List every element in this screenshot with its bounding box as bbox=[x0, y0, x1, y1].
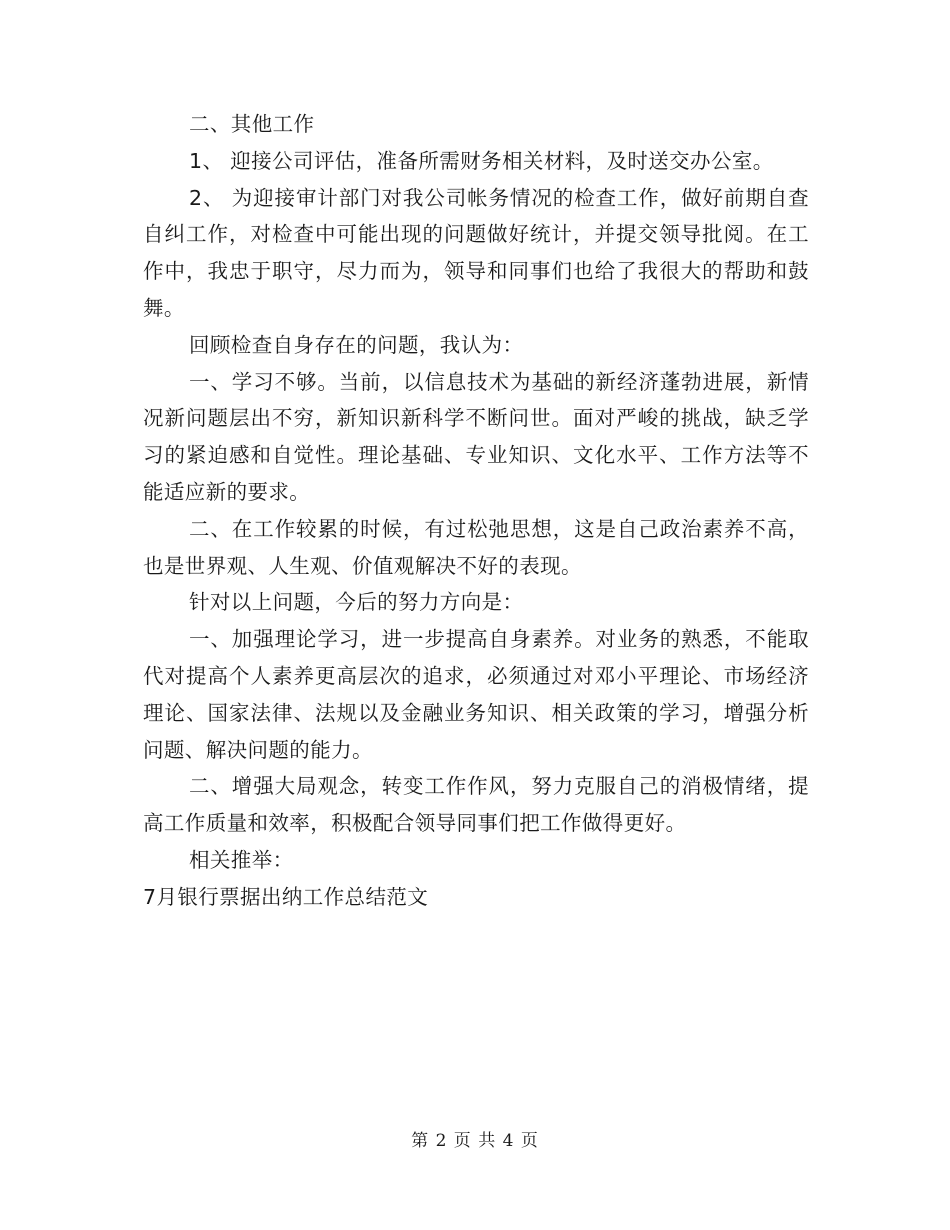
paragraph-item-1: 1、 迎接公司评估，准备所需财务相关材料，及时送交办公室。 bbox=[189, 148, 774, 173]
paragraph-item-2: 2、 为迎接审计部门对我公司帐务情况的检查工作，做好前期自查自纠工作，对检查中可能出现的问题做好统计，并提交领导批阅。在工作中，我忠于职守，尽力而为，领导和同事们也给了我很大的帮助和鼓舞。 bbox=[143, 185, 809, 320]
related-label: 相关推举： bbox=[189, 847, 294, 872]
paragraph-direction-1: 一、加强理论学习，进一步提高自身素养。对业务的熟悉，不能取代对提高个人素养更高层次的追求，必须通过对邓小平理论、市场经济理论、国家法律、法规以及金融业务知识、相关政策的学习，增强分析问题、解决问题的能力。 bbox=[143, 627, 809, 762]
page-number-footer: 第 2 页 共 4 页 bbox=[411, 1131, 539, 1151]
paragraph-direction-intro: 针对以上问题，今后的努力方向是： bbox=[189, 590, 524, 615]
paragraph-problem-2: 二、在工作较累的时候，有过松弛思想，这是自己政治素养不高，也是世界观、人生观、价值观解决不好的表现。 bbox=[143, 516, 809, 578]
paragraph-problem-1: 一、学习不够。当前，以信息技术为基础的新经济蓬勃进展，新情况新问题层出不穷，新知识新科学不断问世。面对严峻的挑战，缺乏学习的紧迫感和自觉性。理论基础、专业知识、文化水平、工作方法等不能适应新的要求。 bbox=[143, 369, 809, 504]
document-body bbox=[143, 106, 809, 916]
related-link[interactable]: 7月银行票据出纳工作总结范文 bbox=[143, 884, 429, 909]
paragraph-review-intro: 回顾检查自身存在的问题，我认为： bbox=[189, 332, 524, 357]
section-heading-other-work: 二、其他工作 bbox=[189, 112, 315, 136]
paragraph-direction-2: 二、增强大局观念，转变工作作风，努力克服自己的消极情绪，提高工作质量和效率，积极配合领导同事们把工作做得更好。 bbox=[143, 774, 809, 836]
